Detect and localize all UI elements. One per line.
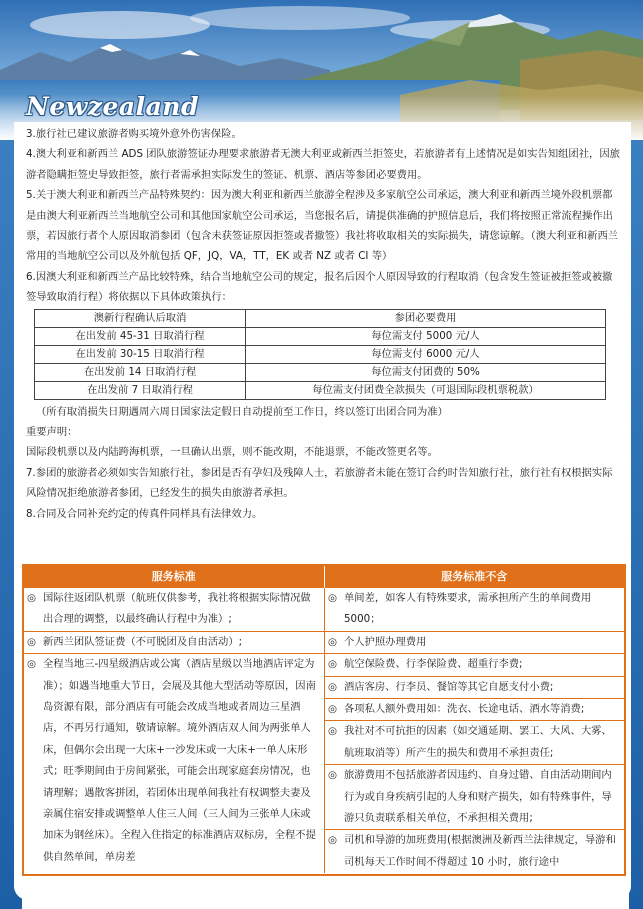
list-item	[325, 677, 624, 699]
table-row	[35, 381, 606, 399]
clause-3: 3.旅行社已建议旅游者购买境外意外伤害保险。	[26, 128, 242, 140]
table-row	[35, 363, 606, 381]
table-header-row	[35, 309, 606, 327]
table-cell: 每位需支付 6000 元/人	[246, 345, 606, 363]
included-text: 全程当地三-四星级酒店或公寓（酒店星级以当地酒店评定为准）；如遇当地重大节日，会展及其他大型活动等原因，因南岛资源有限，部分酒店有可能会改成当地或者周边三星酒店，不再另行通知，敬请谅解。境外酒店双人间为两张单人床，但偶尔会出现一大床+一沙发床或一大床+一单人床形式；旺季期间由于房间紧张，可能会出现家庭套房情况，也请理解；遇散客拼团，若团体出现单间我社有权调整夫妻及亲属住宿安排或调整单人住三人间（三人间为三张单人床或加床为钢丝床）。全程入住指定的标准酒店双标房，全程不提供自然单间，单房差	[43, 658, 316, 863]
excluded-text: 航空保险费、行李保险费、超重行李费;	[344, 658, 523, 671]
clause-5: 5.关于澳大利亚和新西兰产品特殊契约：因为澳大利亚和新西兰旅游全程涉及多家航空公司承运，澳大利亚和新西兰境外段机票都是由澳大利亚新西兰当地航空公司和其他国家航空公司承运，当您报名后，请提供准确的护照信息后，我们将按照正常流程操作出票，若因旅行者个人原因取消参团（包含未获签证原因拒签或者撤签）我社将收取相关的实际损失，请您谅解。（澳大利亚和新西兰常用的当地航空公司以及外航包括 QF，JQ，VA，TT，EK 或者 NZ 或者 CI 等）	[26, 189, 619, 263]
excluded-text: 我社对不可抗拒的因素（如交通延期、罢工、大风、大雾、航班取消等）所产生的损失和费用不承担责任;	[344, 725, 612, 759]
excluded-column	[325, 588, 624, 873]
excluded-text: 酒店客房、行李员、餐馆等其它自愿支付小费;	[344, 680, 554, 693]
list-item	[325, 721, 624, 765]
table-cell: 每位需支付团费全款损失（可退国际段机票税款）	[246, 381, 606, 399]
included-title: 服务标准	[24, 566, 325, 588]
list-item	[24, 588, 324, 632]
table-cell: 在出发前 14 日取消行程	[35, 363, 246, 381]
list-item	[325, 699, 624, 721]
clause-8: 8.合同及合同补充约定的传真件同样具有法律效力。	[26, 507, 263, 520]
table-cell: 在出发前 7 日取消行程	[35, 381, 246, 399]
table-header: 参团必要费用	[246, 309, 606, 327]
clause-7: 7.参团的旅游者必须如实告知旅行社，参团是否有孕妇及残障人士，若旅游者未能在签订合约时告知旅行社，旅行社有权根据实际风险情况拒绝旅游者参团，已经发生的损失由旅游者承担。	[26, 466, 613, 500]
included-column	[24, 588, 325, 873]
included-text: 新西兰团队签证费（不可脱团及自由活动）;	[43, 635, 243, 648]
list-item	[325, 654, 624, 676]
bullet-icon: ◎	[328, 658, 337, 671]
table-cell: 每位需支付 5000 元/人	[246, 327, 606, 345]
cancellation-table	[34, 309, 606, 400]
service-header	[24, 566, 624, 588]
ticket-notice: 国际段机票以及内陆跨海机票，一旦确认出票，则不能改期，不能退票，不能改签更名等。	[26, 446, 438, 459]
bullet-icon: ◎	[328, 680, 337, 693]
excluded-text: 旅游费用不包括旅游者因违约、自身过错、自由活动期间内行为或自身疾病引起的人身和财产损失，如有特殊事件，导游只负责联系相关单位，不承担相关费用;	[344, 769, 612, 825]
excluded-text: 个人护照办理费用	[344, 635, 427, 648]
bullet-icon: ◎	[328, 703, 337, 716]
bullet-icon: ◎	[328, 635, 337, 648]
terms-content	[26, 124, 620, 524]
table-row	[35, 345, 606, 363]
list-item	[325, 765, 624, 830]
list-item	[325, 830, 624, 873]
excluded-title: 服务标准不含	[441, 570, 508, 583]
important-heading: 重要声明：	[26, 426, 78, 439]
excluded-text: 司机和导游的加班费用(根据澳洲及新西兰法律规定，导游和司机每天工作时间不得超过 10 小时，旅行途中	[344, 834, 616, 868]
table-cell: 在出发前 30-15 日取消行程	[35, 345, 246, 363]
table-header: 澳新行程确认后取消	[35, 309, 246, 327]
bullet-icon: ◎	[27, 592, 36, 604]
list-item	[325, 632, 624, 654]
bullet-icon: ◎	[27, 658, 36, 671]
included-text: 国际往返团队机票（航班仅供参考，我社将根据实际情况做出合理的调整，以最终确认行程中为准）;	[43, 592, 311, 626]
bullet-icon: ◎	[328, 769, 337, 782]
bullet-icon: ◎	[328, 592, 337, 604]
service-table	[22, 564, 626, 876]
bullet-icon: ◎	[27, 635, 36, 648]
cancellation-note: （所有取消损失日期遇周六周日国家法定假日自动提前至工作日，终以签订出团合同为准）	[36, 405, 448, 418]
table-cell: 每位需支付团费的 50%	[246, 363, 606, 381]
excluded-text: 单间差，如客人有特殊要求，需承担所产生的单间费用 5000；	[344, 592, 592, 626]
clause-6: 6.因澳大利亚和新西兰产品比较特殊，结合当地航空公司的规定，报名后因个人原因导致的行程取消（包含发生签证被拒签或被撤签导致取消行程）将依据以下具体政策执行：	[26, 270, 613, 304]
bullet-icon: ◎	[328, 834, 337, 847]
excluded-text: 各项私人额外费用如：洗衣、长途电话、酒水等消费;	[344, 703, 585, 716]
bullet-icon: ◎	[328, 725, 337, 738]
brand-title: Newzealand	[26, 92, 199, 121]
list-item	[325, 588, 624, 632]
table-row	[35, 327, 606, 345]
right-decor-bar	[629, 140, 643, 909]
list-item	[24, 632, 324, 654]
table-cell: 在出发前 45-31 日取消行程	[35, 327, 246, 345]
clause-4: 4.澳大利亚和新西兰 ADS 团队旅游签证办理要求旅游者无澳大利亚或新西兰拒签史，若旅游者有上述情况是如实告知组团社，因旅游者隐瞒拒签史导致拒签，旅行者需承担实际发生的签证、机票、酒店等参团必要费用。	[26, 148, 620, 181]
list-item	[24, 654, 324, 868]
